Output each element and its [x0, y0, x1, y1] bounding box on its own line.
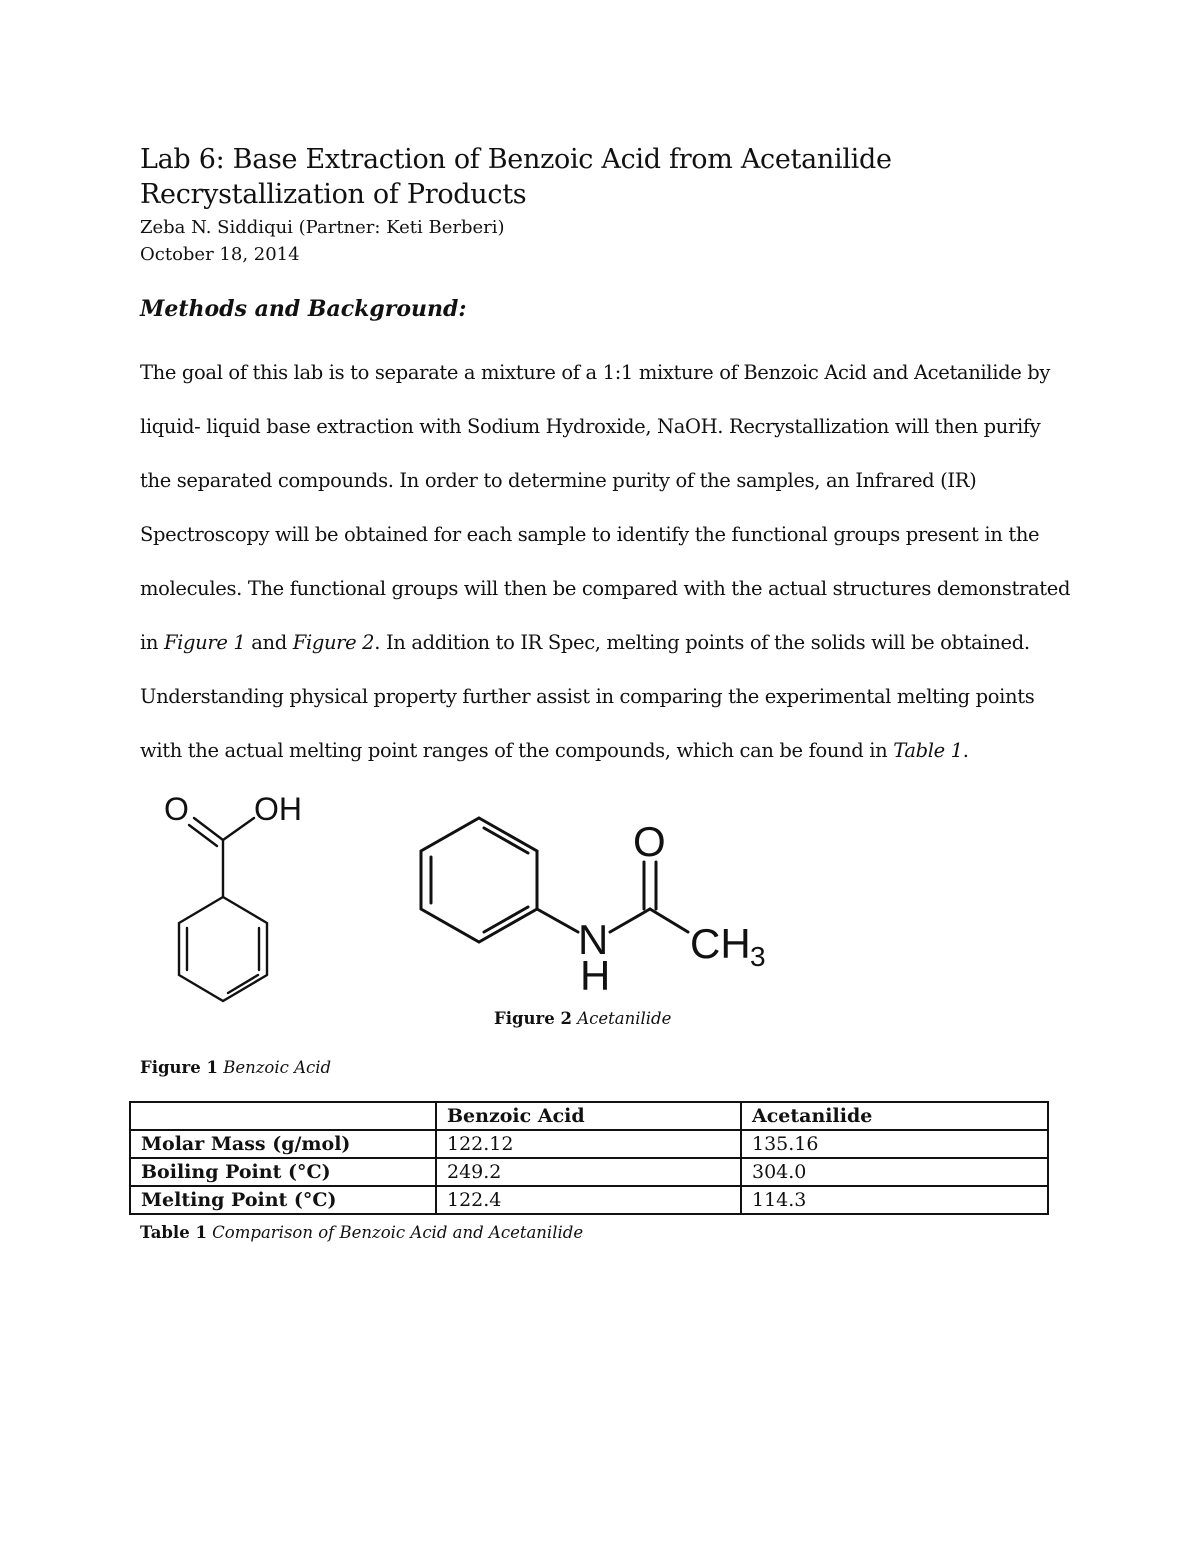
paragraph-line-8: [140, 738, 969, 764]
figure-1-caption: [140, 1058, 331, 1077]
table-row: [130, 1158, 1048, 1186]
oxygen-atom-label: O: [633, 818, 666, 865]
figure-2-caption-text: Acetanilide: [577, 1009, 672, 1028]
hydrogen-atom-label: H: [580, 952, 611, 999]
table-1-label: Table 1: [140, 1223, 207, 1242]
table-cell: 304.0: [741, 1158, 1048, 1186]
paragraph-text: and: [245, 631, 293, 654]
table-row-label: Melting Point (°C): [130, 1186, 436, 1214]
table-1-caption: [140, 1223, 583, 1242]
document-title-line-2: Recrystallization of Products: [140, 179, 527, 210]
table-cell: 114.3: [741, 1186, 1048, 1214]
oxygen-atom-label: O: [164, 791, 189, 827]
figure-1-caption-text: Benzoic Acid: [223, 1058, 332, 1077]
hydroxyl-atom-label: OH: [254, 791, 302, 827]
table-row-label: Boiling Point (°C): [130, 1158, 436, 1186]
benzoic-acid-structure: [150, 785, 302, 1030]
table-cell: 135.16: [741, 1130, 1048, 1158]
table-cell: 122.12: [436, 1130, 741, 1158]
table-header-row: [130, 1102, 1048, 1130]
table-row-label: Molar Mass (g/mol): [130, 1130, 436, 1158]
nitrogen-atom-label: N: [578, 916, 609, 963]
author-line: Zeba N. Siddiqui (Partner: Keti Berberi): [140, 217, 505, 238]
paragraph-line-2: liquid- liquid base extraction with Sodium Hydroxide, NaOH. Recrystallization will then purify: [140, 415, 1041, 438]
section-heading: Methods and Background:: [140, 296, 467, 322]
table-1-reference: Table 1: [893, 739, 963, 762]
table-row: [130, 1130, 1048, 1158]
figure-2-caption: [494, 1009, 671, 1028]
properties-table: [129, 1101, 1049, 1215]
paragraph-text: .: [962, 739, 969, 762]
figure-2-reference: Figure 2: [292, 631, 375, 654]
date-line: October 18, 2014: [140, 244, 300, 265]
document-title-line-1: Lab 6: Base Extraction of Benzoic Acid from Acetanilide: [140, 144, 892, 175]
paragraph-line-7: Understanding physical property further assist in comparing the experimental melting points: [140, 685, 1035, 708]
table-row: [130, 1186, 1048, 1214]
paragraph-line-5: molecules. The functional groups will then be compared with the actual structures demonstrated: [140, 577, 1071, 600]
paragraph-line-4: Spectroscopy will be obtained for each sample to identify the functional groups present in the: [140, 523, 1040, 546]
paragraph-text: with the actual melting point ranges of the compounds, which can be found in: [140, 739, 894, 762]
acetanilide-structure: [410, 800, 790, 999]
methyl-subscript: 3: [750, 941, 766, 972]
table-cell: 122.4: [436, 1186, 741, 1214]
table-header-cell: Acetanilide: [741, 1102, 1048, 1130]
figure-2-label: Figure 2: [494, 1009, 572, 1028]
paragraph-line-6: [140, 630, 1030, 656]
paragraph-line-3: the separated compounds. In order to determine purity of the samples, an Infrared (IR): [140, 469, 977, 492]
table-cell: 249.2: [436, 1158, 741, 1186]
table-header-cell: Benzoic Acid: [436, 1102, 741, 1130]
paragraph-line-1: The goal of this lab is to separate a mixture of a 1:1 mixture of Benzoic Acid and Acetanilide by: [140, 361, 1051, 384]
figure-1-reference: Figure 1: [163, 631, 246, 654]
table-1-caption-text: Comparison of Benzoic Acid and Acetanilide: [212, 1223, 584, 1242]
table-header-cell: [130, 1102, 436, 1130]
figure-1-label: Figure 1: [140, 1058, 218, 1077]
methyl-group-label: CH: [690, 920, 751, 967]
paragraph-text: in: [140, 631, 164, 654]
paragraph-text: . In addition to IR Spec, melting points of the solids will be obtained.: [374, 631, 1030, 654]
